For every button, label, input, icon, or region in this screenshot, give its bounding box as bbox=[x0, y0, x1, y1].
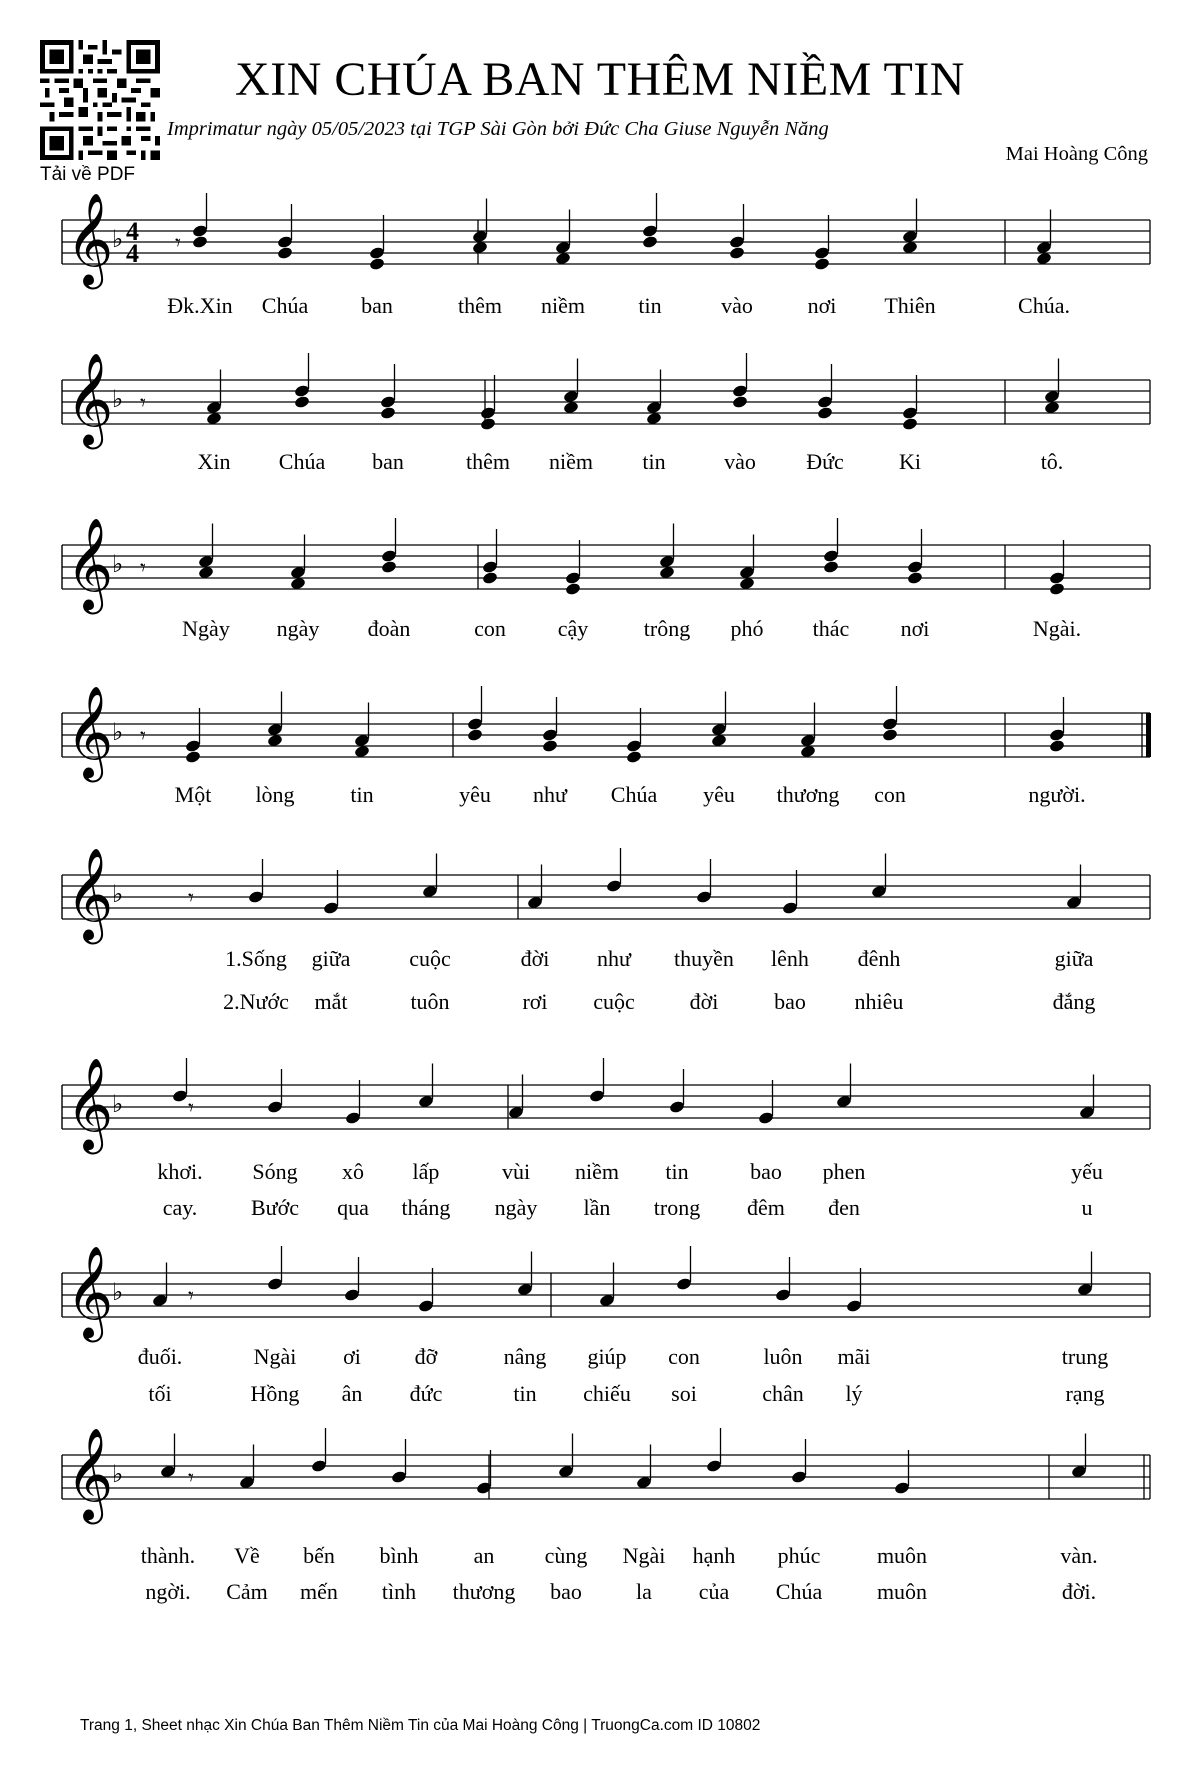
lyric-syllable: Thiên bbox=[884, 293, 936, 318]
lyric-syllable: soi bbox=[671, 1381, 697, 1406]
lyric-syllable: tin bbox=[350, 782, 374, 807]
note-head bbox=[542, 739, 559, 753]
lyric-syllable: vàn. bbox=[1060, 1543, 1098, 1568]
lyric-syllable: con bbox=[668, 1344, 700, 1369]
lyric-syllable: lênh bbox=[771, 946, 809, 971]
lyric-syllable: cuộc bbox=[593, 989, 635, 1014]
time-signature-numerator: 4 bbox=[126, 217, 139, 246]
lyric-syllable: đêm bbox=[747, 1195, 785, 1220]
note-head bbox=[380, 395, 397, 409]
note-head bbox=[185, 750, 202, 764]
lyric-syllable: cậy bbox=[557, 616, 589, 641]
lyric-syllable: hạnh bbox=[692, 1543, 736, 1568]
lyric-syllable: ngời. bbox=[145, 1579, 191, 1604]
lyric-syllable: 2.Nước bbox=[223, 989, 289, 1014]
note-head bbox=[294, 384, 311, 398]
lyric-syllable: rạng bbox=[1065, 1381, 1105, 1406]
note-head bbox=[369, 246, 386, 260]
eighth-rest-icon: 𝄾 bbox=[188, 1096, 194, 1121]
lyric-syllable: niềm bbox=[549, 449, 593, 474]
lyric-syllable: Hồng bbox=[250, 1381, 300, 1406]
note-head bbox=[817, 395, 834, 409]
lyric-syllable: bến bbox=[303, 1543, 335, 1568]
note-head bbox=[467, 728, 484, 742]
key-signature-flat-icon: ♭ bbox=[112, 225, 124, 253]
lyric-syllable: đời. bbox=[1061, 1579, 1097, 1604]
lyric-syllable: mến bbox=[300, 1579, 338, 1604]
lyric-syllable: Chúa bbox=[775, 1579, 823, 1604]
lyric-syllable: Chúa bbox=[278, 449, 326, 474]
note-head bbox=[907, 560, 924, 574]
note-head bbox=[1049, 728, 1066, 742]
song-title: XIN CHÚA BAN THÊM NIỀM TIN bbox=[235, 53, 965, 106]
note-head bbox=[482, 560, 499, 574]
lyric-syllable: người. bbox=[1028, 782, 1086, 807]
lyric-syllable: xô bbox=[342, 1159, 364, 1184]
lyric-syllable: khơi. bbox=[157, 1159, 203, 1184]
eighth-rest-icon: 𝄾 bbox=[140, 724, 146, 749]
composer-name: Mai Hoàng Công bbox=[1005, 143, 1148, 165]
lyric-syllable: chân bbox=[762, 1381, 804, 1406]
lyric-syllable: tình bbox=[381, 1579, 417, 1604]
lyric-syllable: thuyền bbox=[674, 946, 734, 971]
lyric-syllable: Cảm bbox=[226, 1579, 268, 1604]
note-head bbox=[1049, 571, 1066, 585]
lyric-syllable: đỡ bbox=[414, 1344, 438, 1369]
lyric-syllable: ban bbox=[372, 449, 404, 474]
key-signature-flat-icon: ♭ bbox=[112, 1460, 124, 1488]
key-signature-flat-icon: ♭ bbox=[112, 1278, 124, 1306]
lyric-syllable: con bbox=[474, 616, 506, 641]
lyric-syllable: tháng bbox=[401, 1195, 451, 1220]
lyric-syllable: đênh bbox=[857, 946, 901, 971]
note-head bbox=[277, 235, 294, 249]
note-head bbox=[344, 1288, 361, 1302]
treble-clef-icon: 𝄞 bbox=[66, 847, 114, 940]
note-head bbox=[381, 560, 398, 574]
lyric-syllable: lý bbox=[845, 1381, 863, 1406]
note-head bbox=[192, 235, 209, 249]
lyric-syllable: Một bbox=[174, 782, 212, 807]
note-head bbox=[846, 1299, 863, 1313]
lyric-syllable: thêm bbox=[458, 293, 502, 318]
note-head bbox=[814, 257, 831, 271]
lyric-syllable: như bbox=[533, 782, 567, 807]
lyric-syllable: nâng bbox=[503, 1344, 547, 1369]
note-head bbox=[267, 1277, 284, 1291]
note-head bbox=[823, 549, 840, 563]
key-signature-flat-icon: ♭ bbox=[112, 550, 124, 578]
lyric-syllable: nhiêu bbox=[854, 989, 904, 1014]
lyric-syllable: ban bbox=[361, 293, 393, 318]
treble-clef-icon: 𝄞 bbox=[66, 1245, 114, 1338]
note-head bbox=[676, 1277, 693, 1291]
note-head bbox=[823, 560, 840, 574]
lyric-syllable: Ngài bbox=[622, 1543, 666, 1568]
lyric-syllable: của bbox=[698, 1579, 730, 1604]
lyric-syllable: qua bbox=[337, 1195, 369, 1220]
lyric-syllable: trông bbox=[643, 616, 691, 641]
lyric-syllable: tuôn bbox=[410, 989, 450, 1014]
note-head bbox=[907, 571, 924, 585]
lyric-syllable: ngày bbox=[276, 616, 320, 641]
lyric-syllable: Sóng bbox=[252, 1159, 298, 1184]
lyric-syllable: cuộc bbox=[409, 946, 451, 971]
note-head bbox=[626, 750, 643, 764]
eighth-rest-icon: 𝄾 bbox=[175, 231, 181, 256]
note-head bbox=[775, 1288, 792, 1302]
note-head bbox=[626, 739, 643, 753]
lyric-syllable: phó bbox=[730, 616, 764, 641]
note-head bbox=[248, 890, 265, 904]
lyric-syllable: vào bbox=[721, 293, 753, 318]
eighth-rest-icon: 𝄾 bbox=[140, 556, 146, 581]
note-head bbox=[902, 406, 919, 420]
lyric-syllable: cùng bbox=[544, 1543, 588, 1568]
note-head bbox=[482, 571, 499, 585]
note-head bbox=[729, 246, 746, 260]
eighth-rest-icon: 𝄾 bbox=[188, 1284, 194, 1309]
note-head bbox=[476, 1481, 493, 1495]
lyric-syllable: Ngày bbox=[182, 616, 230, 641]
note-head bbox=[277, 246, 294, 260]
note-head bbox=[669, 1100, 686, 1114]
lyric-syllable: phúc bbox=[777, 1543, 821, 1568]
lyric-syllable: la bbox=[636, 1579, 652, 1604]
note-head bbox=[311, 1459, 328, 1473]
note-head bbox=[185, 739, 202, 753]
note-head bbox=[817, 406, 834, 420]
lyric-syllable: 1.Sống bbox=[225, 946, 287, 971]
key-signature-flat-icon: ♭ bbox=[112, 880, 124, 908]
lyric-syllable: như bbox=[597, 946, 631, 971]
lyric-syllable: nơi bbox=[900, 616, 930, 641]
key-signature-flat-icon: ♭ bbox=[112, 718, 124, 746]
note-head bbox=[606, 879, 623, 893]
lyric-syllable: giữa bbox=[1054, 946, 1094, 971]
lyric-syllable: con bbox=[874, 782, 906, 807]
lyric-syllable: muôn bbox=[876, 1579, 928, 1604]
note-head bbox=[345, 1111, 362, 1125]
lyric-syllable: Đk.Xin bbox=[167, 293, 233, 318]
eighth-rest-icon: 𝄾 bbox=[140, 391, 146, 416]
lyric-syllable: Chúa bbox=[610, 782, 658, 807]
lyric-syllable: đắng bbox=[1052, 989, 1096, 1014]
lyric-syllable: niềm bbox=[541, 293, 585, 318]
lyric-syllable: giúp bbox=[587, 1344, 627, 1369]
lyric-syllable: nơi bbox=[807, 293, 837, 318]
note-head bbox=[1049, 582, 1066, 596]
lyric-syllable: u bbox=[1081, 1195, 1093, 1220]
note-head bbox=[172, 1089, 189, 1103]
lyric-syllable: đời bbox=[689, 989, 719, 1014]
note-head bbox=[381, 549, 398, 563]
note-head bbox=[418, 1299, 435, 1313]
lyric-syllable: bình bbox=[379, 1543, 419, 1568]
lyric-syllable: đen bbox=[828, 1195, 860, 1220]
lyric-syllable: lòng bbox=[255, 782, 295, 807]
imprimatur-note: Imprimatur ngày 05/05/2023 tại TGP Sài Gòn bởi Đức Cha Giuse Nguyễn Năng bbox=[167, 118, 829, 140]
lyric-syllable: muôn bbox=[876, 1543, 928, 1568]
lyric-syllable: rơi bbox=[522, 989, 548, 1014]
lyric-syllable: Ngài. bbox=[1032, 616, 1082, 641]
lyric-syllable: chiếu bbox=[583, 1381, 631, 1406]
lyric-syllable: vào bbox=[724, 449, 756, 474]
note-head bbox=[380, 406, 397, 420]
note-head bbox=[589, 1089, 606, 1103]
lyric-syllable: Đức bbox=[806, 449, 844, 474]
lyric-syllable: Bước bbox=[251, 1195, 299, 1220]
note-head bbox=[192, 224, 209, 238]
lyric-syllable: lấp bbox=[412, 1159, 440, 1184]
note-head bbox=[882, 728, 899, 742]
lyric-syllable: an bbox=[473, 1543, 495, 1568]
lyric-syllable: ơi bbox=[343, 1344, 361, 1369]
lyric-syllable: thương bbox=[776, 782, 840, 807]
note-head bbox=[480, 406, 497, 420]
treble-clef-icon: 𝄞 bbox=[66, 685, 114, 778]
key-signature-flat-icon: ♭ bbox=[112, 1090, 124, 1118]
lyric-syllable: bao bbox=[774, 989, 806, 1014]
lyric-syllable: vùi bbox=[501, 1159, 531, 1184]
note-head bbox=[791, 1470, 808, 1484]
note-head bbox=[480, 417, 497, 431]
lyric-syllable: đức bbox=[409, 1381, 443, 1406]
note-head bbox=[391, 1470, 408, 1484]
lyric-syllable: bao bbox=[550, 1579, 582, 1604]
lyric-syllable: Chúa. bbox=[1018, 293, 1070, 318]
note-head bbox=[902, 417, 919, 431]
treble-clef-icon: 𝄞 bbox=[66, 1427, 114, 1520]
lyric-syllable: Xin bbox=[197, 449, 231, 474]
note-head bbox=[642, 224, 659, 238]
lyric-syllable: đoàn bbox=[367, 616, 411, 641]
lyric-syllable: mắt bbox=[314, 989, 348, 1014]
lyric-syllable: thương bbox=[452, 1579, 516, 1604]
note-head bbox=[565, 571, 582, 585]
note-head bbox=[565, 582, 582, 596]
lyric-syllable: giữa bbox=[311, 946, 351, 971]
lyric-syllable: trung bbox=[1061, 1344, 1109, 1369]
note-head bbox=[782, 901, 799, 915]
lyric-syllable: thêm bbox=[466, 449, 510, 474]
lyric-syllable: yếu bbox=[1071, 1159, 1103, 1184]
lyric-syllable: cay. bbox=[162, 1195, 198, 1220]
eighth-rest-icon: 𝄾 bbox=[188, 1466, 194, 1491]
note-head bbox=[732, 384, 749, 398]
lyric-syllable: yêu bbox=[703, 782, 735, 807]
note-head bbox=[323, 901, 340, 915]
lyric-syllable: thành. bbox=[140, 1543, 196, 1568]
time-signature-denominator: 4 bbox=[126, 239, 139, 268]
lyric-syllable: lần bbox=[583, 1195, 611, 1220]
final-barline bbox=[1146, 713, 1151, 757]
lyric-syllable: Ki bbox=[899, 449, 921, 474]
note-head bbox=[732, 395, 749, 409]
note-head bbox=[696, 890, 713, 904]
lyric-syllable: tin bbox=[513, 1381, 537, 1406]
lyric-syllable: Chúa bbox=[261, 293, 309, 318]
note-head bbox=[294, 395, 311, 409]
note-head bbox=[642, 235, 659, 249]
note-head bbox=[267, 1100, 284, 1114]
lyric-syllable: ngày bbox=[494, 1195, 538, 1220]
treble-clef-icon: 𝄞 bbox=[66, 517, 114, 610]
key-signature-flat-icon: ♭ bbox=[112, 385, 124, 413]
note-head bbox=[758, 1111, 775, 1125]
treble-clef-icon: 𝄞 bbox=[66, 192, 114, 285]
lyric-syllable: tin bbox=[642, 449, 666, 474]
note-head bbox=[894, 1481, 911, 1495]
lyric-syllable: tô. bbox=[1040, 449, 1064, 474]
note-head bbox=[729, 235, 746, 249]
lyric-syllable: ân bbox=[341, 1381, 363, 1406]
lyric-syllable: thác bbox=[812, 616, 850, 641]
lyric-syllable: mãi bbox=[837, 1344, 871, 1369]
treble-clef-icon: 𝄞 bbox=[66, 352, 114, 445]
lyric-syllable: Ngài bbox=[253, 1344, 297, 1369]
lyric-syllable: yêu bbox=[459, 782, 491, 807]
lyric-syllable: tin bbox=[638, 293, 662, 318]
note-head bbox=[542, 728, 559, 742]
note-head bbox=[369, 257, 386, 271]
lyric-syllable: tin bbox=[665, 1159, 689, 1184]
lyric-syllable: đời bbox=[520, 946, 550, 971]
note-head bbox=[467, 717, 484, 731]
note-head bbox=[882, 717, 899, 731]
lyric-syllable: bao bbox=[750, 1159, 782, 1184]
lyric-syllable: luôn bbox=[763, 1344, 803, 1369]
lyric-syllable: trong bbox=[653, 1195, 701, 1220]
page-footer: Trang 1, Sheet nhạc Xin Chúa Ban Thêm Niềm Tin của Mai Hoàng Công | TruongCa.com ID 10802 bbox=[80, 1717, 761, 1734]
note-head bbox=[1049, 739, 1066, 753]
eighth-rest-icon: 𝄾 bbox=[188, 886, 194, 911]
lyric-syllable: tối bbox=[148, 1381, 172, 1406]
note-head bbox=[706, 1459, 723, 1473]
note-head bbox=[814, 246, 831, 260]
lyric-syllable: đuối. bbox=[137, 1344, 183, 1369]
download-pdf-link[interactable]: Tải về PDF bbox=[40, 164, 136, 185]
lyric-syllable: phen bbox=[822, 1159, 866, 1184]
lyric-syllable: Về bbox=[234, 1543, 260, 1568]
lyric-syllable: niềm bbox=[575, 1159, 619, 1184]
treble-clef-icon: 𝄞 bbox=[66, 1057, 114, 1150]
